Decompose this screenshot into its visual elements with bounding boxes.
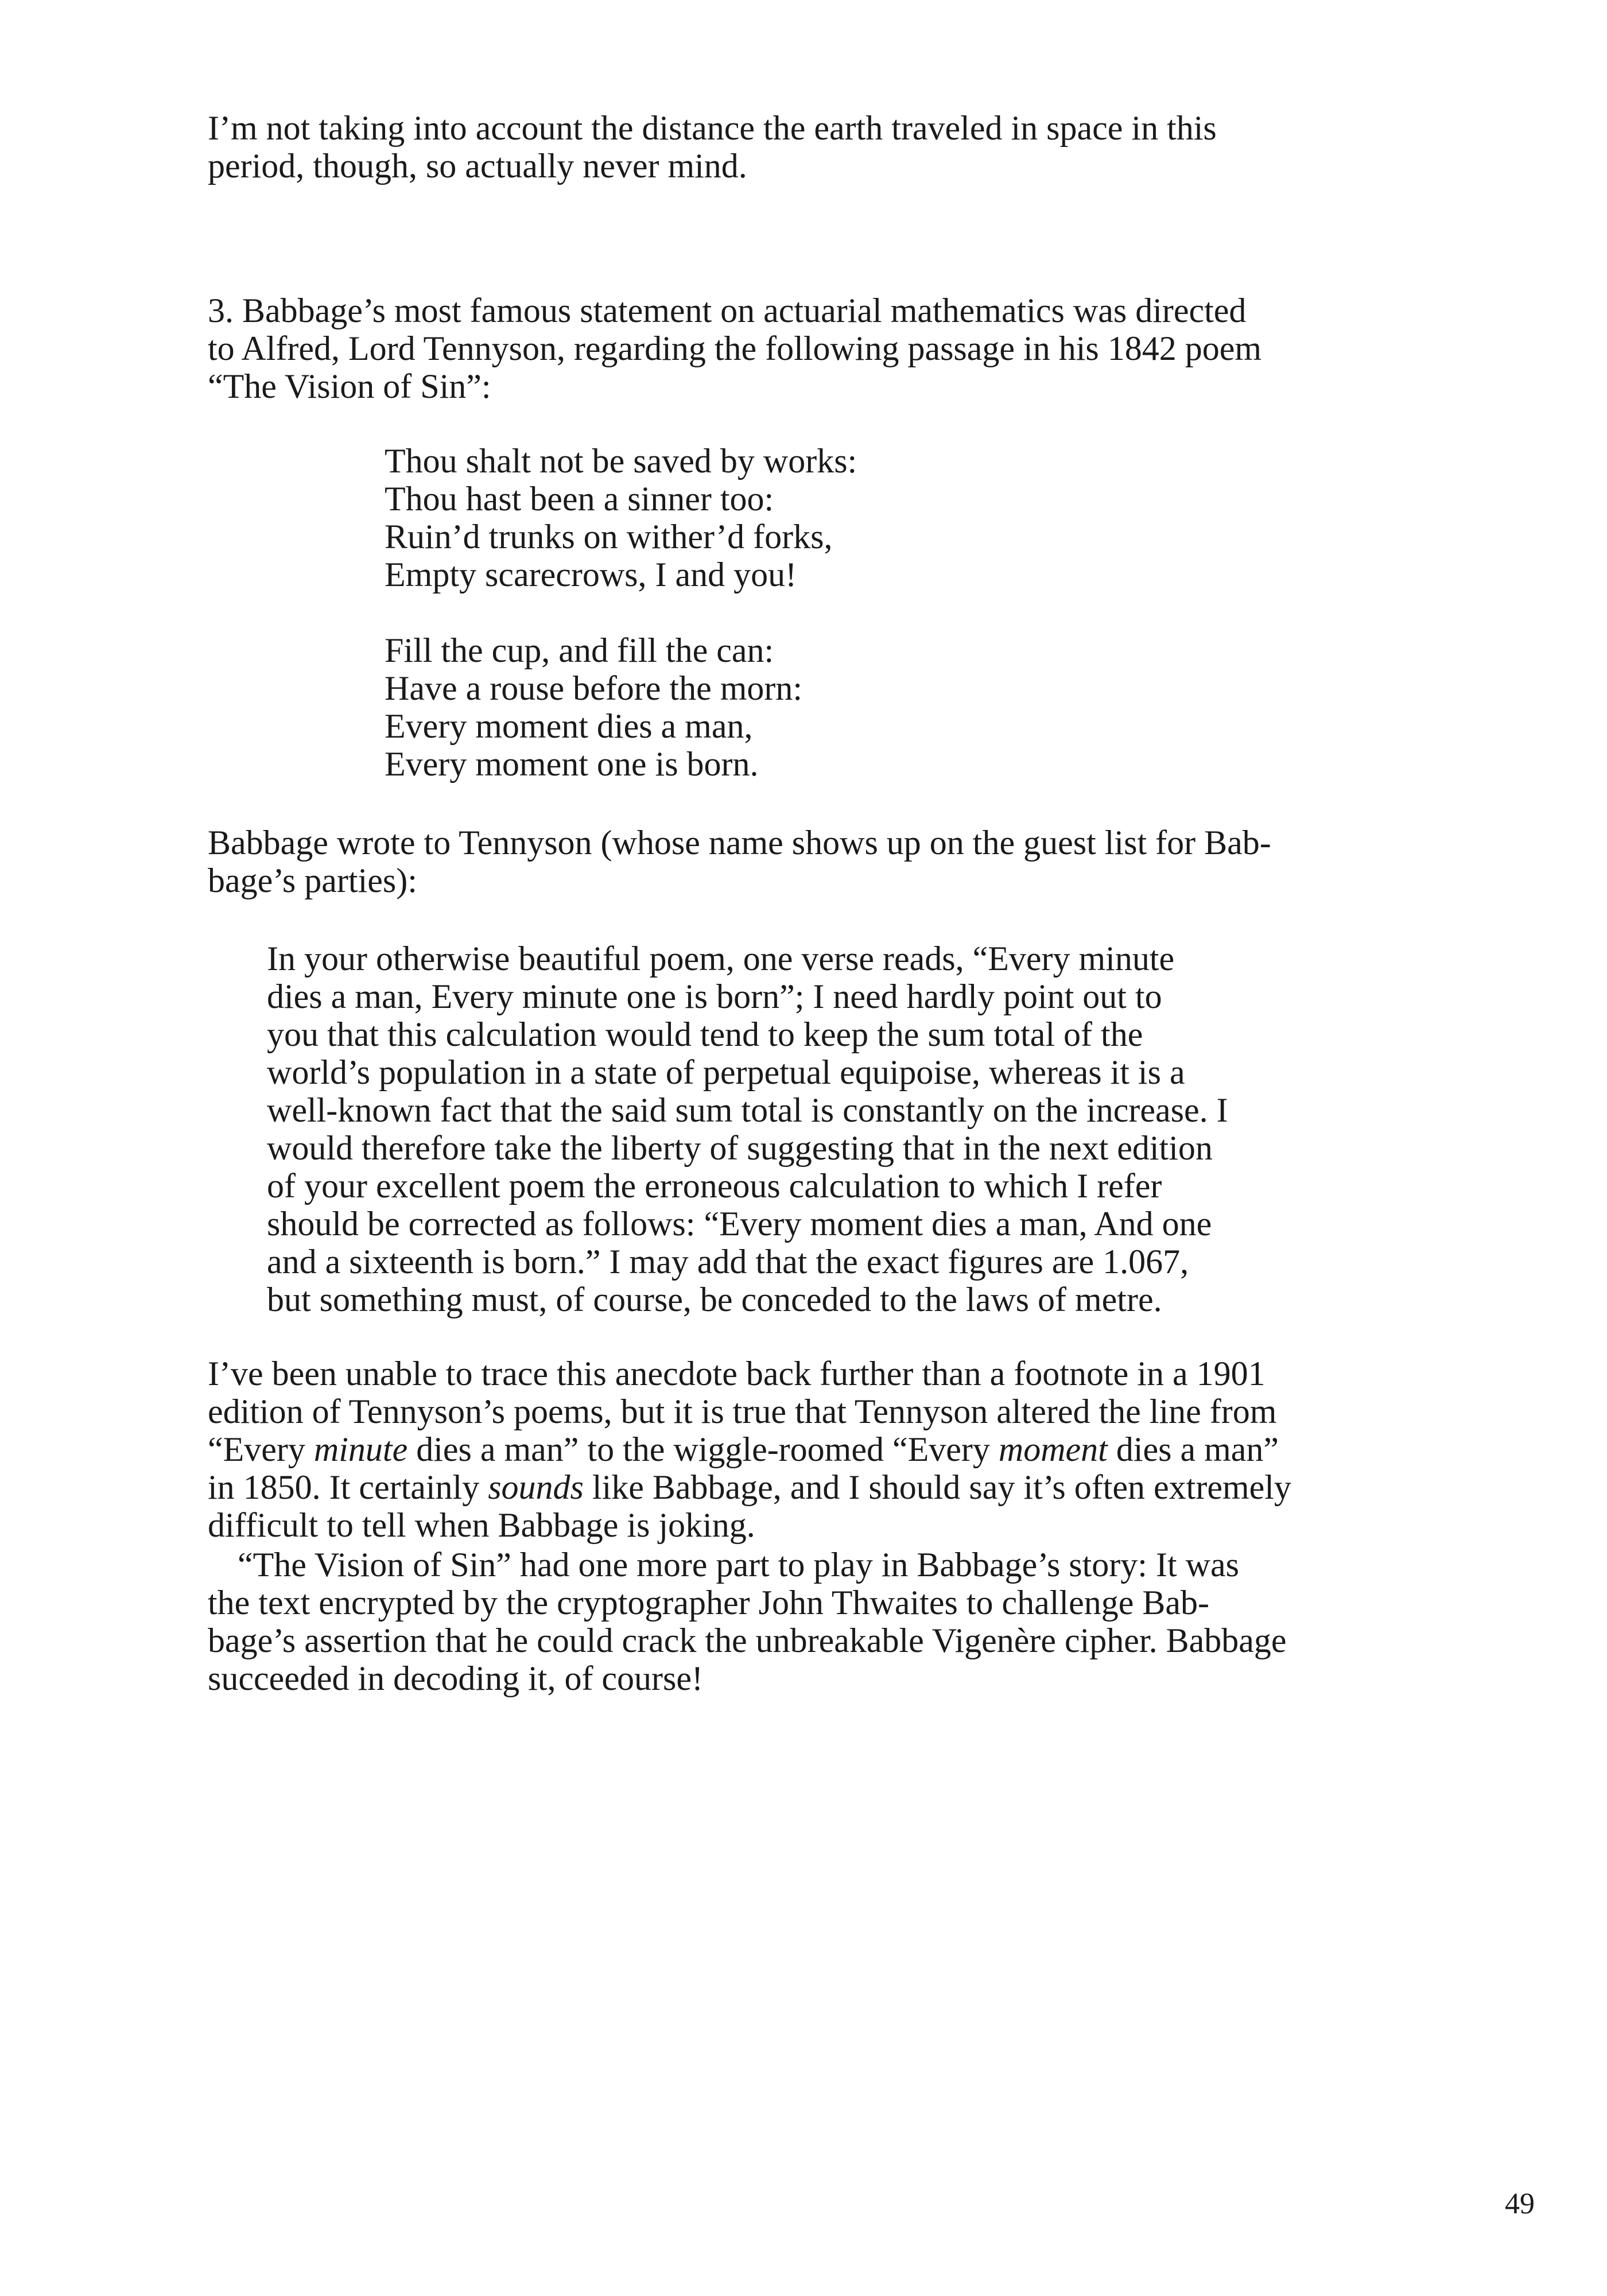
footnote-3 <box>208 292 1261 405</box>
text-run: “Every <box>208 1430 314 1468</box>
text-line: succeeded in decoding it, of course! <box>208 1659 703 1697</box>
text-line: the text encrypted by the cryptographer John Thwaites to challenge Bab- <box>208 1584 1209 1622</box>
page-number: 49 <box>1505 2188 1535 2220</box>
poem-line: Every moment dies a man, <box>385 707 753 745</box>
text-line: edition of Tennyson’s poems, but it is true that Tennyson altered the line from <box>208 1393 1277 1430</box>
text-run: dies a man” to the wiggle-roomed “Every <box>407 1430 999 1468</box>
intro-paragraph <box>208 109 1217 185</box>
poem-line: Empty scarecrows, I and you! <box>385 556 797 594</box>
text-line: I’m not taking into account the distance the earth traveled in space in this <box>208 109 1217 147</box>
quote-line: In your otherwise beautiful poem, one verse reads, “Every minute <box>267 940 1175 978</box>
paragraph-vision-of-sin <box>208 1546 1287 1697</box>
text-line: bage’s parties): <box>208 862 417 899</box>
text-line: I’ve been unable to trace this anecdote back further than a footnote in a 1901 <box>208 1355 1266 1393</box>
poem-stanza-1 <box>385 442 857 594</box>
poem-stanza-2 <box>385 631 802 783</box>
quote-line: would therefore take the liberty of suggesting that in the next edition <box>267 1129 1213 1167</box>
text-line <box>208 1430 1291 1468</box>
text-line: Babbage wrote to Tennyson (whose name shows up on the guest list for Bab- <box>208 824 1271 862</box>
paragraph-anecdote <box>208 1355 1291 1544</box>
text-line: to Alfred, Lord Tennyson, regarding the following passage in his 1842 poem <box>208 329 1262 367</box>
text-line: “The Vision of Sin” had one more part to play in Babbage’s story: It was <box>238 1546 1239 1584</box>
text-run: in 1850. It certainly <box>208 1468 488 1506</box>
text-line <box>208 1468 1291 1506</box>
babbage-letter-quote <box>267 940 1228 1318</box>
poem-line: Ruin’d trunks on wither’d forks, <box>385 518 833 556</box>
quote-line: you that this calculation would tend to keep the sum total of the <box>267 1015 1143 1053</box>
poem-line: Have a rouse before the morn: <box>385 669 803 707</box>
poem-line: Every moment one is born. <box>385 745 759 783</box>
poem-line: Fill the cup, and fill the can: <box>385 631 774 669</box>
quote-line: world’s population in a state of perpetual equipoise, whereas it is a <box>267 1053 1185 1091</box>
poem-line: Thou hast been a sinner too: <box>385 480 774 518</box>
text-line: 3. Babbage’s most famous statement on actuarial mathematics was directed <box>208 292 1247 329</box>
text-line: “The Vision of Sin”: <box>208 367 491 405</box>
text-run: like Babbage, and I should say it’s often extremely <box>583 1468 1291 1506</box>
quote-line: and a sixteenth is born.” I may add that the exact figures are 1.067, <box>267 1243 1189 1281</box>
text-line: difficult to tell when Babbage is joking. <box>208 1506 755 1544</box>
paragraph-babbage-wrote <box>208 824 1271 899</box>
quote-line: but something must, of course, be conceded to the laws of metre. <box>267 1281 1162 1318</box>
quote-line: of your excellent poem the erroneous calculation to which I refer <box>267 1167 1162 1205</box>
emphasis-minute: minute <box>313 1430 408 1468</box>
text-run: dies a man” <box>1107 1430 1279 1468</box>
poem-line: Thou shalt not be saved by works: <box>385 442 857 480</box>
emphasis-sounds: sounds <box>488 1468 584 1506</box>
quote-line: should be corrected as follows: “Every moment dies a man, And one <box>267 1205 1212 1243</box>
text-line: period, though, so actually never mind. <box>208 147 747 185</box>
quote-line: dies a man, Every minute one is born”; I need hardly point out to <box>267 978 1162 1015</box>
emphasis-moment: moment <box>998 1430 1108 1468</box>
quote-line: well-known fact that the said sum total is constantly on the increase. I <box>267 1091 1228 1129</box>
text-line: bage’s assertion that he could crack the unbreakable Vigenère cipher. Babbage <box>208 1622 1287 1659</box>
